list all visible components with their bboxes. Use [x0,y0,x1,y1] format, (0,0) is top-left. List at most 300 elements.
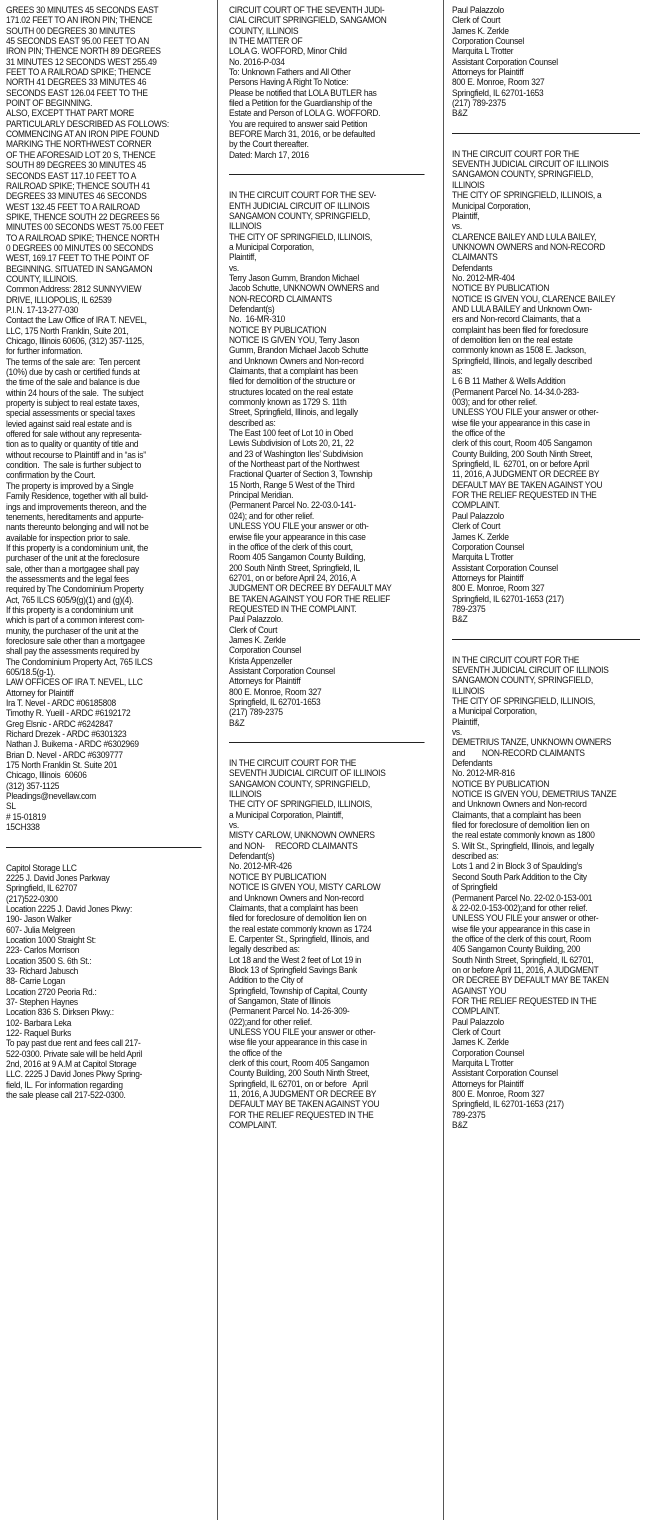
notice-line: Nathan J. Buikema - ARDC #6302969 [6,739,139,750]
notice-spacer [229,728,425,739]
notice-line: UNLESS YOU FILE your answer or other- [452,913,599,924]
notice-line: vs. [229,262,239,273]
notice-line: 223- Carlos Morrison [6,945,80,956]
notice-line: Family Residence, together with all build- [6,491,149,502]
notice-line: Principal Meridian. [229,490,294,501]
notice-line: described as: [452,851,499,862]
notice-line: and Unknown Owners and Non-record [229,892,364,903]
notice-line: No. 16-MR-310 [229,314,286,325]
notice-line: Brian D. Nevel - ARDC #6309777 [6,749,123,760]
notice-line: offered for sale without any representa- [6,429,142,440]
notice-line: COMMENCING AT AN IRON PIPE FOUND [6,129,160,140]
notice-line: 15 North, Range 5 West of the Third [229,479,355,490]
notice-line: 11, 2016, A JUDGMENT OR DECREE BY [452,469,600,480]
notice-line: complaint has been filed for foreclosure [452,324,589,335]
notice-line: 175 North Franklin St. Suite 201 [6,760,118,771]
column-divider [443,0,444,1520]
notice-line: in the office of the clerk of this court, [229,541,353,552]
notice-line: property is subject to real estate taxes, [6,398,140,409]
notice-line: special assessments or special taxes [6,408,135,419]
notice-line: (10%) due by cash or certified funds at [6,367,140,378]
notice-line: To pay past due rent and fees call 217- [6,1038,141,1049]
notice-line: COMPLAINT. [452,500,500,511]
notice-line: COUNTY, ILLINOIS [229,25,299,36]
notice-line: Lot 18 and the West 2 feet of Lot 19 in [229,954,362,965]
notice-line: ings and improvements thereon, and the [6,501,147,512]
notice-line: Assistant Corporation Counsel [452,56,558,67]
notice-line: 88- Carrie Logan [6,976,65,987]
notice-line: CLAIMANTS [452,252,498,263]
notice-line: B&Z [229,717,245,728]
notice-line: Paul Palazzolo [452,1016,504,1027]
notice-separator [6,847,202,848]
notice-line: COUNTY, ILLINOIS. [6,273,78,284]
notice-line: wise file your appearance in this case in [452,417,590,428]
notice-line: Street, Springfield, Illinois, and legally [229,407,358,418]
notice-spacer [452,625,640,636]
notice-line: a Municipal Corporation, [452,706,537,717]
notice-line: Defendant(s) [229,303,275,314]
notice-line: of demolition lien on the real estate [452,334,573,345]
notice-line: 33- Richard Jabusch [6,965,79,976]
notice-line: 200 South Ninth Street, Springfield, IL [229,562,360,573]
notice-line: DEFAULT MAY BE TAKEN AGAINST YOU [452,479,603,490]
notice-line: the assessments and the legal fees [6,573,129,584]
notice-line: SANGAMON COUNTY, SPRINGFIELD, [452,675,593,686]
notice-line: the office of the clerk of this court, Room [452,933,592,944]
legal-notice [229,5,425,160]
notice-line: AGAINST YOU [452,985,507,996]
notice-line: Defendant(s) [229,851,275,862]
notice-line: Springfield, Illinois, and legally described [452,355,592,366]
notice-line: Lewis Subdivision of Lots 20, 21, 22 [229,438,354,449]
notice-line: FOR THE RELIEF REQUESTED IN THE [452,490,597,501]
notice-line: AND LULA BAILEY and Unknown Own- [452,303,592,314]
notice-line: LOLA G. WOFFORD, Minor Child [229,46,347,57]
notice-line: 11, 2016, A JUDGMENT OR DECREE BY [229,1089,377,1100]
notice-line: NOTICE IS GIVEN YOU, DEMETRIUS TANZE [452,789,617,800]
notice-line: Location 1000 Straight St: [6,934,96,945]
notice-line: of Sangamon, State of Illinois [229,995,331,1006]
notice-line: 800 E. Monroe, Room 327 [452,583,545,594]
notice-line: MISTY CARLOW, UNKNOWN OWNERS [229,830,375,841]
notice-line: Attorney for Plaintiff [6,687,74,698]
notice-spacer [229,747,425,758]
notice-line: Capitol Storage LLC [6,862,77,873]
notice-line: for further information. [6,346,83,357]
notice-line: munity, the purchaser of the unit at the [6,625,139,636]
notice-line: SANGAMON COUNTY, SPRINGFIELD, [229,210,370,221]
notice-line: Corporation Counsel [452,1047,525,1058]
notice-line: B&Z [452,614,468,625]
notice-line: CIRCUIT COURT OF THE SEVENTH JUDI- [229,5,385,15]
notice-line: required by The Condominium Property [6,584,144,595]
notice-line: POINT OF BEGINNING. [6,98,93,109]
notice-line: Paul Palazzolo. [229,614,283,625]
notice-line: 789-2375 [452,603,486,614]
notice-line: Attorneys for Plaintiff [452,67,524,78]
notice-line: and 23 of Washington Iles’ Subdivision [229,448,363,459]
notice-line: legally described as: [229,944,300,955]
notice-line: The property is improved by a Single [6,480,134,491]
notice-line: COMPLAINT. [452,1006,500,1017]
legal-notice [452,149,640,625]
notice-line: IRON PIN; THENCE NORTH 89 DEGREES [6,46,161,57]
notice-line: THE CITY OF SPRINGFIELD, ILLINOIS, [229,799,372,810]
notice-line: a Municipal Corporation, [229,241,314,252]
notice-line: TO A RAILROAD SPIKE; THENCE NORTH [6,232,160,243]
notice-line: the real estate commonly known as 1800 [452,830,595,841]
notice-line: a Municipal Corporation, Plaintiff, [229,809,344,820]
notice-line: DEFAULT MAY BE TAKEN AGAINST YOU [229,1099,380,1110]
notice-line: Pleadings@nevellaw.com [6,791,97,802]
notice-line: BE TAKEN AGAINST YOU FOR THE RELIEF [229,593,391,604]
notice-line: UNLESS YOU FILE your answer or oth- [229,521,369,532]
notice-line: Springfield, IL 62701-1653 (217) [452,593,564,604]
notice-spacer [229,160,425,171]
notice-line: Springfield, IL 62701-1653 [229,697,321,707]
notice-line: the real estate commonly known as 1724 [229,923,372,934]
notice-line: clerk of this court, Room 405 Sangamon [229,1058,369,1068]
notice-line: DEGREES 33 MINUTES 46 SECONDS [6,191,147,202]
notice-line: Chicago, Illinois 60606 [6,770,87,781]
notice-line: the sale please call 217-522-0300. [6,1090,126,1101]
notice-line: IN THE CIRCUIT COURT FOR THE SEV- [229,190,377,201]
legal-notices-column-2 [229,5,425,1130]
notice-line: 62701, on or before April 24, 2016, A [229,572,357,583]
notice-line: Chicago, Illinois 60606, (312) 357-1125, [6,336,144,346]
notice-line: SEVENTH JUDICIAL CIRCUIT OF ILLINOIS [452,159,609,170]
notice-line: Jacob Schutte, UNKNOWN OWNERS and [229,283,379,294]
notice-line: ILLINOIS [452,179,485,190]
notice-line: BEFORE March 31, 2016, or be defaulted [229,129,375,140]
notice-line: (217) 789-2375 [452,98,506,109]
notice-line: 31 MINUTES 12 SECONDS WEST 255.49 [6,56,157,67]
notice-line: foreclosure sale other than a mortgagee [6,635,145,646]
notice-line: Defendants [452,758,493,769]
notice-line: vs. [229,820,239,831]
legal-notice [6,5,202,833]
notice-line: County Building, 200 South Ninth Street, [452,448,593,459]
notice-line: NOTICE IS GIVEN YOU, Terry Jason [229,334,360,345]
notice-line: vs. [452,221,462,232]
notice-line: # 15-01819 [6,811,46,822]
notice-line: commonly known as 1729 S. 11th [229,397,347,408]
notice-line: James K. Zerkle [229,634,286,645]
notice-line: Act, 765 ILCS 605/9(g)(1) and (g)(4). [6,594,134,605]
notice-line: Clerk of Court [452,521,501,532]
notice-line: the office of the [452,428,505,439]
notice-line: Location 2720 Peoria Rd.: [6,986,97,997]
notice-line: the time of the sale and balance is due [6,377,140,388]
notice-line: tenements, hereditaments and appurte- [6,511,144,522]
notice-line: 522-0300. Private sale will be held April [6,1048,142,1059]
notice-line: Attorneys for Plaintiff [452,572,524,583]
notice-line: by the Court thereafter. [229,139,309,150]
notice-line: 405 Sangamon County Building, 200 [452,944,581,955]
legal-notices-column-1 [6,5,202,1100]
notice-line: Ira T. Nevel - ARDC #06185808 [6,698,116,709]
notice-line: (217)522-0300 [6,893,58,904]
notice-line: FOR THE RELIEF REQUESTED IN THE [452,995,597,1006]
notice-spacer [229,179,425,190]
notice-line: Attorneys for Plaintiff [452,1078,524,1089]
notice-line: confirmation by the Court. [6,470,96,481]
notice-line: No. 2012-MR-426 [229,861,292,872]
notice-line: Marquita L Trotter [452,552,514,563]
notice-separator [452,639,640,640]
notice-line: Location 2225 J. David Jones Pkwy: [6,903,133,914]
notice-line: S. Wilt St., Springfield, Illinois, and legally [452,840,594,851]
notice-line: (Permanent Parcel No. 14-26-309- [229,1006,350,1017]
notice-line: Springfield, IL 62707 [6,883,78,894]
notice-line: Claimants, that a complaint has been [229,366,358,376]
notice-line: MARKING THE NORTHWEST CORNER [6,139,152,150]
notice-line: Greg Elsnic - ARDC #6242847 [6,718,113,729]
notice-line: described as: [229,417,276,428]
notice-line: REQUESTED IN THE COMPLAINT. [229,603,357,614]
notice-line: Dated: March 17, 2016 [229,149,309,160]
notice-line: PARTICULARLY DESCRIBED AS FOLLOWS: [6,118,169,129]
notice-line: Municipal Corporation, [452,200,531,211]
notice-line: NOTICE BY PUBLICATION [229,871,327,882]
notice-line: ers and Non-record Claimants, that a [452,314,581,325]
notice-line: If this property is a condominium unit [6,604,133,615]
notice-line: SECONDS EAST 126.04 FEET TO THE [6,87,148,98]
notice-line: of Springfield [452,882,498,893]
notice-line: Springfield, IL 62701, on or before April [452,459,589,470]
notice-line: LAW OFFICES OF IRA T. NEVEL, LLC [6,677,143,688]
notice-line: No. 2012-MR-404 [452,272,515,283]
notice-line: Persons Having A Right To Notice: [229,77,349,88]
notice-line: Clerk of Court [452,1026,501,1037]
notice-line: on or before April 11, 2016, A JUDGMENT [452,964,599,975]
notice-line: 789-2375 [452,1109,486,1120]
notice-line: NOTICE BY PUBLICATION [452,778,550,789]
notice-line: LLC. 2225 J David Jones Pkwy Spring- [6,1069,143,1080]
notice-line: Common Address: 2812 SUNNYVIEW [6,284,142,295]
notice-line: Fractional Quarter of Section 3, Township [229,469,373,480]
notice-line: James K. Zerkle [452,25,509,36]
notice-line: without recourse to Plaintiff and in “as is” [6,449,146,460]
notice-line: erwise file your appearance in this case [229,531,366,542]
notice-line: 022);and for other relief. [229,1016,312,1027]
notice-line: 122- Raquel Burks [6,1028,72,1038]
notice-line: ALSO, EXCEPT THAT PART MORE [6,108,134,119]
notice-line: WEST, 169.17 FEET TO THE POINT OF [6,253,150,264]
notice-line: Springfield, Township of Capital, County [229,985,367,996]
notice-line: 190- Jason Walker [6,914,72,925]
notice-line: BEGINNING. SITUATED IN SANGAMON [6,263,153,274]
notice-line: LLC, 175 North Franklin, Suite 201, [6,325,129,336]
notice-line: James K. Zerkle [452,531,509,542]
notice-line: Plaintiff, [452,716,480,727]
notice-line: Krista Appenzeller [229,655,293,666]
notice-spacer [452,644,640,655]
notice-line: SANGAMON COUNTY, SPRINGFIELD, [452,169,593,180]
notice-line: Defendants [452,262,493,273]
notice-line: THE CITY OF SPRINGFIELD, ILLINOIS, [229,231,372,242]
notice-line: IN THE CIRCUIT COURT FOR THE [452,654,580,665]
notice-line: filed for demolition of the structure or [229,376,356,387]
notice-line: WEST 132.45 FEET TO A RAILROAD [6,201,140,212]
notice-line: and NON-RECORD CLAIMANTS [452,747,585,758]
notice-line: 607- Julia Melgreen [6,924,75,935]
legal-notice [6,863,202,1101]
notice-line: B&Z [452,1120,468,1131]
notice-line: Addition to the City of [229,975,303,986]
notice-line: NOTICE IS GIVEN YOU, MISTY CARLOW [229,882,381,893]
notice-line: Block 13 of Springfield Savings Bank [229,964,357,975]
notice-line: SANGAMON COUNTY, SPRINGFIELD, [229,778,370,789]
notice-line: clerk of this court, Room 405 Sangamon [452,438,592,449]
notice-line: Paul Palazzolo [452,5,504,15]
notice-line: Springfield, IL 62701-1653 [452,87,544,98]
notice-line: which is part of a common interest com- [6,615,145,626]
notice-line: as: [452,366,463,376]
notice-line: No. 2016-P-034 [229,56,285,67]
notice-line: commonly known as 1508 E. Jackson, [452,345,586,356]
notice-line: County Building, 200 South Ninth Street, [229,1068,370,1079]
notice-line: & 22-02.0-153-002);and for other relief. [452,902,588,913]
notice-line: UNLESS YOU FILE your answer or other- [452,407,599,418]
notice-line: (312) 357-1125 [6,780,60,791]
notice-line: (Permanent Parcel No. 22-03.0-141- [229,500,356,511]
notice-line: Lots 1 and 2 in Block 3 of Spaulding’s [452,861,583,872]
notice-line: Springfield, IL 62701, on or before April [229,1078,368,1089]
notice-line: sale, other than a mortgagee shall pay [6,563,139,574]
notice-line: COMPLAINT. [229,1120,277,1131]
notice-line: wise file your appearance in this case in [452,923,590,934]
notice-spacer [452,119,640,130]
notice-line: within 24 hours of the sale. The subject [6,387,144,398]
notice-separator [452,133,640,134]
notice-line: B&Z [452,108,468,119]
notice-line: 024); and for other relief. [229,510,315,521]
notice-line: FOR THE RELIEF REQUESTED IN THE [229,1109,374,1120]
notice-line: field, IL. For information regarding [6,1079,123,1090]
notice-spacer [6,852,202,863]
notice-line: SECONDS EAST 117.10 FEET TO A [6,170,137,181]
notice-line: Assistant Corporation Counsel [229,665,335,676]
notice-line: Corporation Counsel [452,36,525,47]
notice-line: NOTICE IS GIVEN YOU, CLARENCE BAILEY [452,293,616,304]
notice-line: Terry Jason Gumm, Brandon Michael [229,272,359,283]
notice-line: shall pay the assessments required by [6,646,140,657]
notice-line: 605/18.5(g-1). [6,667,56,677]
notice-line: ILLINOIS [229,789,262,800]
notice-line: levied against said real estate and is [6,418,132,429]
notice-line: NON-RECORD CLAIMANTS [229,293,332,304]
notice-line: DRIVE, ILLIOPOLIS, IL 62539 [6,294,112,305]
legal-notice [452,655,640,1131]
notice-line: The terms of the sale are: Ten percent [6,356,140,367]
notice-line: (217) 789-2375 [229,707,283,718]
notice-line: UNLESS YOU FILE your answer or other- [229,1026,376,1037]
legal-notices-column-3 [452,5,640,1130]
notice-line: CLARENCE BAILEY AND LULA BAILEY, [452,231,597,242]
notice-line: SPIKE, THENCE SOUTH 22 DEGREES 56 [6,211,160,222]
notice-separator [229,742,425,743]
notice-line: Corporation Counsel [452,541,525,552]
notice-line: NOTICE BY PUBLICATION [229,324,327,335]
notice-line: Attorneys for Plaintiff [229,676,301,687]
notice-line: Paul Palazzolo [452,510,504,521]
notice-line: JUDGMENT OR DECREE BY DEFAULT MAY [229,583,392,594]
notice-line: James K. Zerkle [452,1037,509,1048]
notice-line: Clerk of Court [229,624,278,635]
notice-line: and NON- RECORD CLAIMANTS [229,840,358,851]
notice-line: E. Carpenter St., Springfield, Illinois, and [229,933,369,944]
column-divider [217,0,218,1520]
notice-line: GREES 30 MINUTES 45 SECONDS EAST [6,5,159,15]
notice-line: 0 DEGREES 00 MINUTES 00 SECONDS [6,242,154,253]
notice-line: and Unknown Owners and Non-record [452,799,587,810]
notice-line: DEMETRIUS TANZE, UNKNOWN OWNERS [452,737,612,748]
notice-line: UNKNOWN OWNERS and NON-RECORD [452,241,606,252]
notice-line: Clerk of Court [452,15,501,26]
notice-line: SL [6,801,16,812]
notice-line: OF THE AFORESAID LOT 20 S, THENCE [6,149,156,160]
notice-line: Room 405 Sangamon County Building, [229,552,366,563]
notice-line: structures located on the real estate [229,386,353,397]
notice-line: condition. The sale is further subject to [6,460,142,471]
notice-line: CIAL CIRCUIT SPRINGFIELD, SANGAMON [229,15,387,26]
notice-line: 37- Stephen Haynes [6,996,78,1007]
notice-line: If this property is a condominium unit, the [6,542,148,553]
notice-line: Please be notified that LOLA BUTLER has [229,87,377,98]
notice-line: No. 2012-MR-816 [452,768,515,779]
notice-line: vs. [452,727,462,737]
notice-line: IN THE CIRCUIT COURT FOR THE [452,148,580,159]
notice-line: (Permanent Parcel No. 14-34.0-283- [452,386,579,397]
notice-line: Corporation Counsel [229,645,302,656]
notice-line: ENTH JUDICIAL CIRCUIT OF ILLINOIS [229,200,370,211]
notice-line: THE CITY OF SPRINGFIELD, ILLINOIS, a [452,190,602,201]
notice-line: purchaser of the unit at the foreclosure [6,553,140,564]
notice-line: Assistant Corporation Counsel [452,562,558,573]
notice-line: tion as to quality or quantity of title and [6,439,139,450]
notice-line: L 6 B 11 Mather & Wells Addition [452,376,566,387]
notice-line: Marquita L Trotter [452,46,514,57]
notice-line: MINUTES 00 SECONDS WEST 75.00 FEET [6,222,164,233]
notice-line: The Condominium Property Act, 765 ILCS [6,656,153,667]
notice-line: The East 100 feet of Lot 10 in Obed [229,428,353,439]
notice-line: filed for foreclosure of demolition lien on [452,820,590,831]
notice-line: Plaintiff, [229,252,257,263]
notice-line: SEVENTH JUDICIAL CIRCUIT OF ILLINOIS [452,664,609,675]
notice-line: P.I.N. 17-13-277-030 [6,304,79,315]
notice-line: Plaintiff, [452,210,480,221]
notice-line: Assistant Corporation Counsel [452,1068,558,1079]
notice-separator [229,174,425,175]
notice-line: Claimants, that a complaint has been [229,902,358,913]
notice-line: SOUTH 89 DEGREES 30 MINUTES 45 [6,160,146,171]
notice-line: You are required to answer said Petition [229,118,368,129]
notice-line: Claimants, that a complaint has been [452,809,581,820]
notice-line: 2225 J. David Jones Parkway [6,872,110,883]
notice-spacer [6,833,202,844]
notice-line: nants thereunto belonging and will not be [6,522,149,533]
notice-line: 800 E. Monroe, Room 327 [452,1089,545,1100]
notice-line: 171.02 FEET TO AN IRON PIN; THENCE [6,15,153,26]
notice-line: Gumm, Brandon Michael Jacob Schutte [229,345,369,356]
notice-line: Location 3500 S. 6th St.: [6,955,92,966]
notice-line: Second South Park Addition to the City [452,871,587,882]
notice-line: NORTH 41 DEGREES 33 MINUTES 46 [6,77,147,88]
notice-line: THE CITY OF SPRINGFIELD, ILLINOIS, [452,695,595,706]
notice-line: filed a Petition for the Guardianship of the [229,98,373,109]
